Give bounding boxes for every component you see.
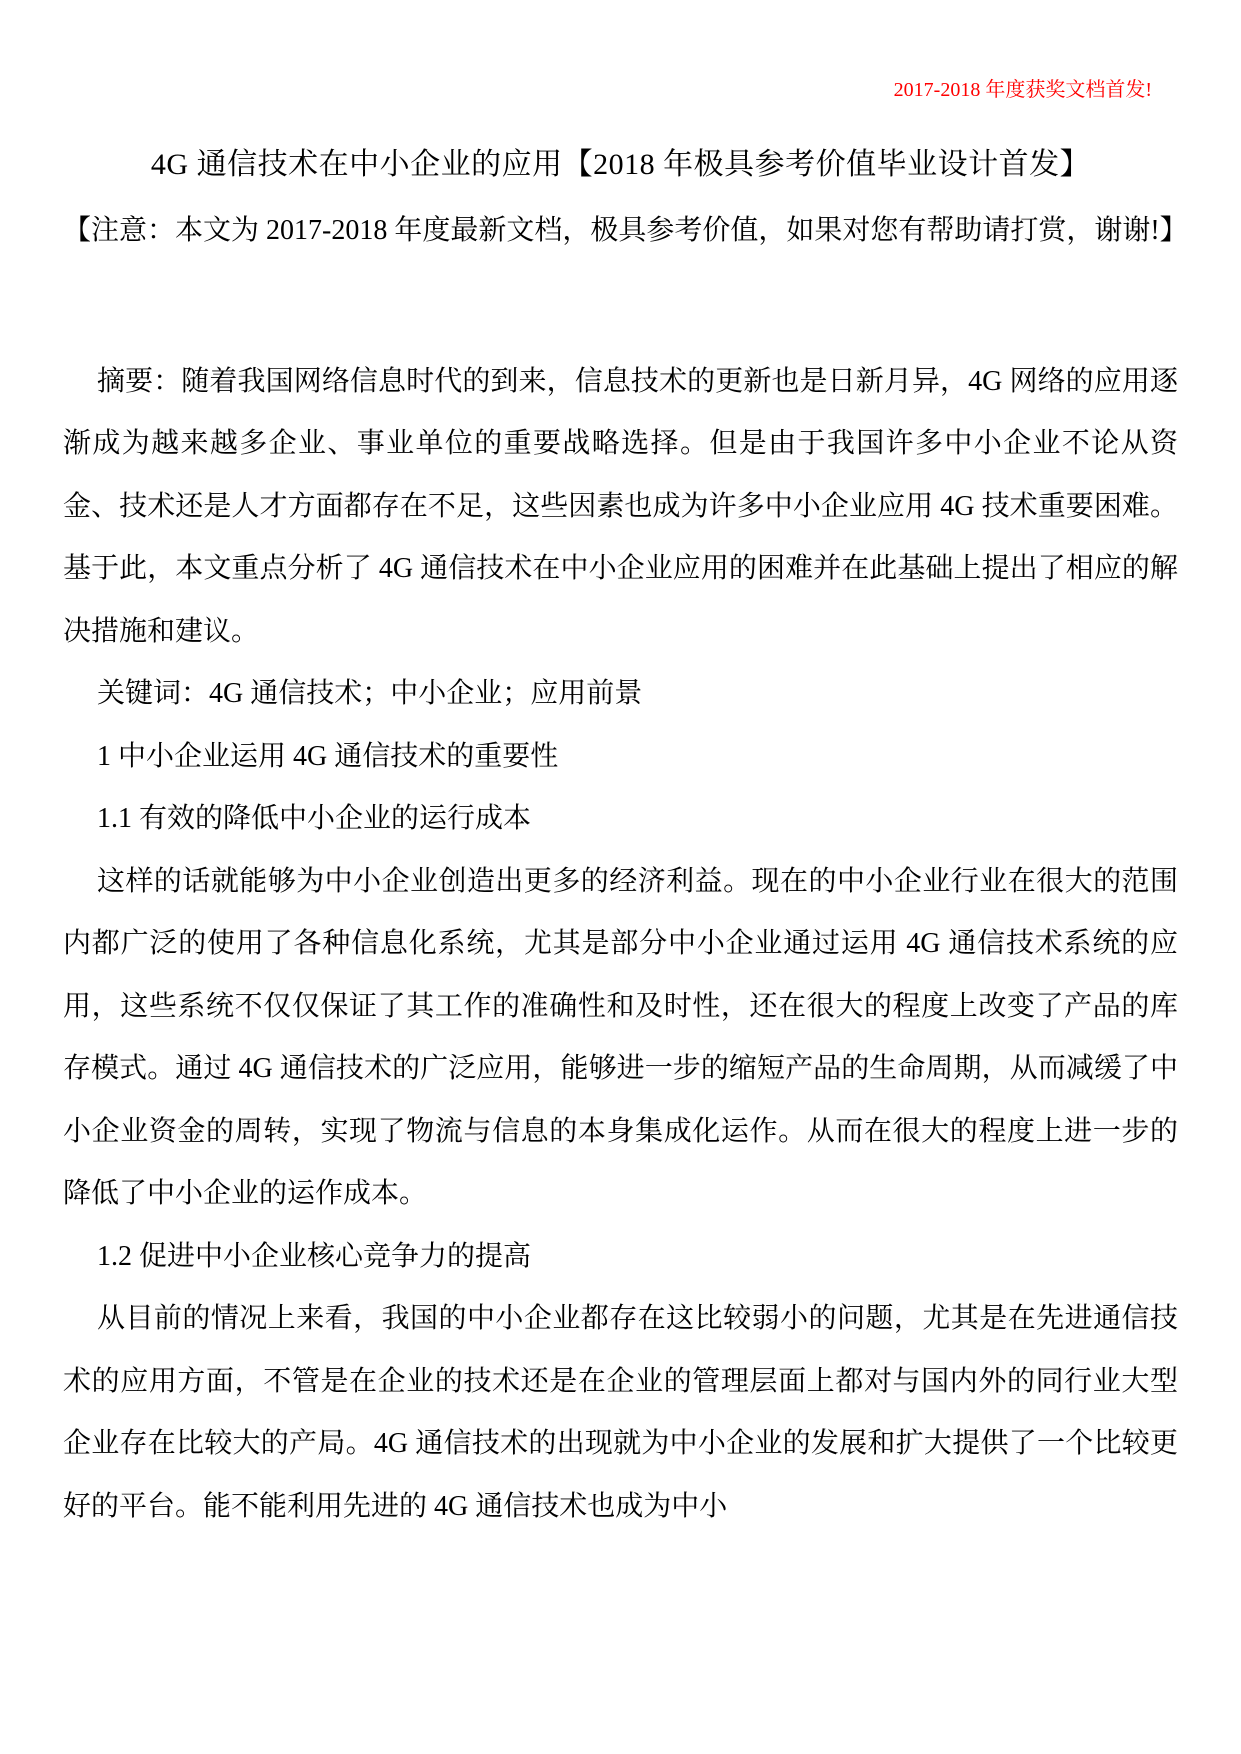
document-title: 4G 通信技术在中小企业的应用【2018 年极具参考价值毕业设计首发】 (150, 148, 1091, 181)
section-1-2-heading: 1.2 促进中小企业核心竞争力的提高 (97, 1240, 532, 1272)
abstract-paragraph: 摘要：随着我国网络信息时代的到来，信息技术的更新也是日新月异，4G 网络的应用逐渐成为越来越多企业、事业单位的重要战略选择。但是由于我国许多中小企业不论从资金、技术还是人才方面都存在不足，这些因素也成为许多中小企业应用 4G 技术重要困难。基于此，本文重点分析了 4G 通信技术在中小企业应用的困难并在此基础上提出了相应的解决措施和建议。 (63, 365, 1178, 647)
document-body (63, 351, 1178, 1539)
notice-paragraph: 【注意：本文为 2017-2018 年度最新文档，极具参考价值，如果对您有帮助请打赏，谢谢!】 (63, 215, 1188, 246)
header-award-note: 2017-2018 年度获奖文档首发! (893, 79, 1152, 101)
section-1-heading: 1 中小企业运用 4G 通信技术的重要性 (97, 740, 559, 772)
section-1-1-heading: 1.1 有效的降低中小企业的运行成本 (97, 803, 532, 834)
keywords-line: 关键词：4G 通信技术；中小企业；应用前景 (97, 678, 643, 709)
section-1-1-paragraph: 这样的话就能够为中小企业创造出更多的经济利益。现在的中小企业行业在很大的范围内都广泛的使用了各种信息化系统，尤其是部分中小企业通过运用 4G 通信技术系统的应用，这些系统不仅仅保证了其工作的准确性和及时性，还在很大的程度上改变了产品的库存模式。通过 4G 通信技术的广泛应用，能够进一步的缩短产品的生命周期，从而减缓了中小企业资金的周转，实现了物流与信息的本身集成化运作。从而在很大的程度上进一步的降低了中小企业的运作成本。 (63, 865, 1178, 1209)
section-1-2-paragraph: 从目前的情况上来看，我国的中小企业都存在这比较弱小的问题，尤其是在先进通信技术的应用方面，不管是在企业的技术还是在企业的管理层面上都对与国内外的同行业大型企业存在比较大的产局。4G 通信技术的出现就为中小企业的发展和扩大提供了一个比较更好的平台。能不能利用先进的 4G 通信技术也成为中小 (63, 1303, 1178, 1522)
